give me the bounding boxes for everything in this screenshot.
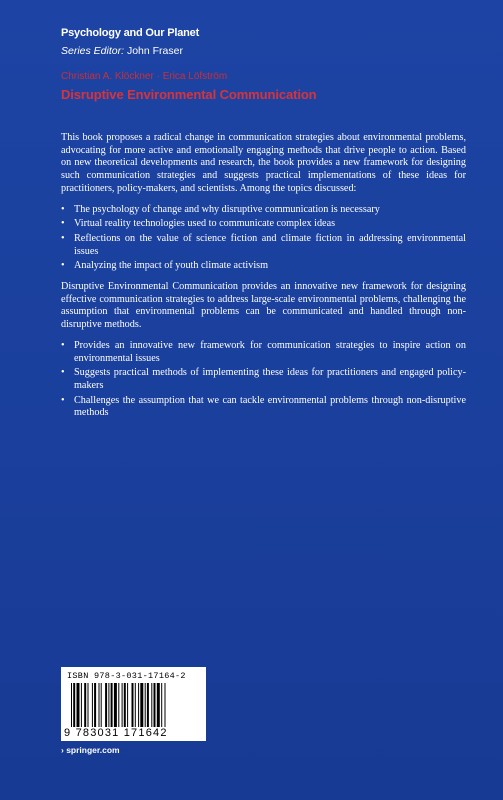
barcode-bars-icon [71, 683, 199, 727]
barcode-bar [111, 683, 113, 727]
list-item [61, 395, 466, 420]
list-item [61, 340, 466, 365]
barcode-bar [77, 683, 80, 727]
bullet-icon: • [61, 232, 65, 244]
list-item [61, 260, 466, 273]
series-editor-role: Series Editor: [61, 45, 125, 57]
barcode-bar [94, 683, 96, 727]
bullet-icon: • [61, 394, 65, 406]
bullet-icon: • [61, 260, 65, 272]
barcode-bar [145, 683, 146, 727]
barcode-bar [132, 683, 134, 727]
barcode-bar [108, 683, 109, 727]
barcode-bar [161, 683, 162, 727]
topic-text: Analyzing the impact of youth climate activism [74, 260, 269, 272]
topic-text: Virtual reality technologies used to communicate complex ideas [74, 218, 336, 230]
publisher-url: › springer.com [61, 745, 120, 755]
series-title: Psychology and Our Planet [61, 27, 200, 39]
barcode-bar [84, 683, 86, 727]
list-item [61, 367, 466, 392]
barcode-digits: 9 783031 171642 [64, 727, 168, 739]
barcode-bar [118, 683, 119, 727]
bullet-icon: • [61, 367, 65, 379]
isbn-label: ISBN 978-3-031-17164-2 [67, 671, 186, 681]
back-cover-blurb [61, 132, 466, 428]
highlights-list [61, 340, 466, 420]
barcode-bar [151, 683, 152, 727]
topic-text: The psychology of change and why disruptive communication is necessary [74, 203, 380, 215]
barcode-bar [81, 683, 82, 727]
barcode-bar [71, 683, 72, 727]
barcode-bar [124, 683, 126, 727]
barcode-bar [138, 683, 139, 727]
highlight-text: Provides an innovative new framework for communication strategies to inspire action on environmental issues [74, 339, 466, 364]
book-authors: Christian A. Klöckner · Erica Löfström [61, 71, 228, 82]
barcode-bar [127, 683, 128, 727]
barcode-bar [157, 683, 160, 727]
book-title: Disruptive Environmental Communication [61, 87, 317, 102]
bullet-icon: • [61, 339, 65, 351]
topic-text: Reflections on the value of science fiction and climate fiction in addressing environmental issues [74, 232, 466, 257]
barcode-bar [147, 683, 149, 727]
list-item [61, 204, 466, 217]
bullet-icon: • [61, 218, 65, 230]
barcode-bar [101, 683, 102, 727]
barcode-bar [99, 683, 100, 727]
barcode-bar [165, 683, 166, 727]
series-editor-name: John Fraser [126, 45, 183, 57]
topics-list [61, 204, 466, 274]
barcode-bar [73, 683, 75, 727]
barcode-bar [105, 683, 107, 727]
bullet-icon: • [61, 203, 65, 215]
barcode-bar [92, 683, 93, 727]
barcode-bar [114, 683, 117, 727]
blurb-intro: This book proposes a radical change in communication strategies about environmental problems, advocating for more active and emotionally engaging methods that drive people to action. Based on new theoretical developments and research, the book provides a new framework for designing such communication strategies and suggests practical implementations of these ideas for practitioners, policy-makers, and scientists. Among the topics discussed: [61, 132, 466, 194]
list-item [61, 233, 466, 258]
barcode-bar [135, 683, 136, 727]
barcode-bar [140, 683, 143, 727]
isbn-barcode [61, 667, 206, 741]
highlight-text: Challenges the assumption that we can tackle environmental problems through non-disruptive methods [74, 394, 466, 419]
barcode-bar [154, 683, 156, 727]
highlight-text: Suggests practical methods of implementing these ideas for practitioners and engaged policy-makers [74, 367, 466, 391]
list-item [61, 218, 466, 231]
barcode-bar [122, 683, 123, 727]
series-editor [61, 45, 183, 57]
barcode-bar [88, 683, 89, 727]
blurb-summary: Disruptive Environmental Communication provides an innovative new framework for designing effective communication strategies to address large-scale environmental problems, challenging the assumption that environmental problems can be communicated and handled through non-disruptive methods. [61, 281, 466, 331]
